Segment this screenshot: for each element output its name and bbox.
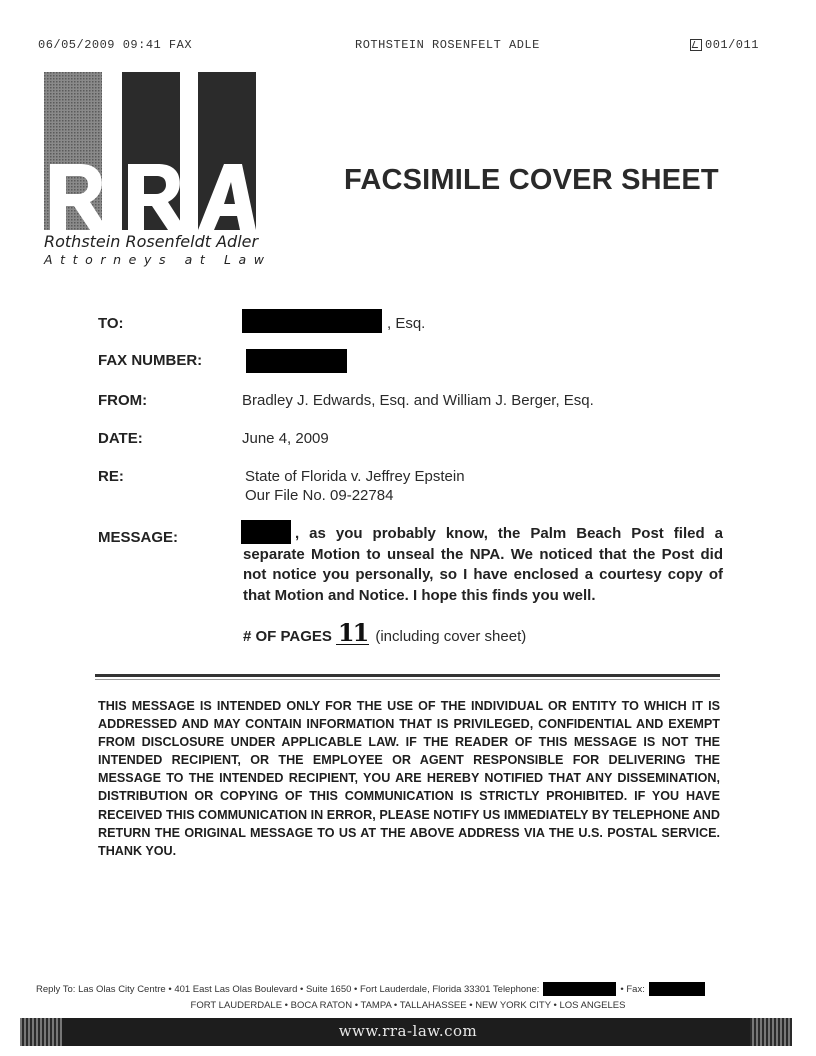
divider xyxy=(95,679,720,680)
fax-sender-id: ROTHSTEIN ROSENFELT ADLE xyxy=(355,38,540,52)
firm-logo xyxy=(44,72,256,236)
redaction-box xyxy=(649,982,705,996)
checkbox-icon xyxy=(690,39,702,51)
page-count-label: # OF PAGES xyxy=(243,628,332,645)
re-file-number: Our File No. 09-22784 xyxy=(245,487,394,504)
redaction-box xyxy=(241,520,291,544)
re-case-name: State of Florida v. Jeffrey Epstein xyxy=(245,468,465,485)
fax-page-counter xyxy=(690,38,759,52)
redaction-box xyxy=(543,982,616,996)
footer-fax-label: • Fax: xyxy=(620,983,645,995)
firm-tagline: Attorneys at Law xyxy=(44,252,272,267)
from-value: Bradley J. Edwards, Esq. and William J. Berger, Esq. xyxy=(242,392,594,409)
date-label: DATE: xyxy=(98,430,143,447)
divider xyxy=(95,674,720,677)
page-count-note: (including cover sheet) xyxy=(375,628,527,645)
redaction-box xyxy=(242,309,382,333)
to-label: TO: xyxy=(98,315,124,332)
fax-datetime: 06/05/2009 09:41 FAX xyxy=(38,38,193,52)
fax-page-count: 001/011 xyxy=(705,38,759,52)
date-value: June 4, 2009 xyxy=(242,430,329,447)
message-label: MESSAGE: xyxy=(98,529,179,546)
page-count-row xyxy=(243,618,527,647)
footer-reply-line xyxy=(36,982,705,996)
confidentiality-notice: THIS MESSAGE IS INTENDED ONLY FOR THE USE OF THE INDIVIDUAL OR ENTITY TO WHICH IT IS ADDRESSED AND MAY CONTAIN INFORMATION THAT IS PRIVILEGED, CONFIDENTIAL AND EXEMPT FROM DISCLOSURE UNDER APPLICABLE LAW. IF THE READER OF THIS MESSAGE IS NOT THE INTENDED RECIPIENT, OR THE EMPLOYEE OR AGENT RESPONSIBLE FOR DELIVERING THE MESSAGE TO THE INTENDED RECIPIENT, YOU ARE HEREBY NOTIFIED THAT ANY DISSEMINATION, DISTRIBUTION OR COPYING OF THIS COMMUNICATION IS STRICTLY PROHIBITED. IF YOU HAVE RECEIVED THIS COMMUNICATION IN ERROR, PLEASE NOTIFY US IMMEDIATELY BY TELEPHONE AND RETURN THE ORIGINAL MESSAGE TO US AT THE ABOVE ADDRESS VIA THE U.S. POSTAL SERVICE. THANK YOU. xyxy=(98,699,720,858)
page-count-handwritten: 11 xyxy=(337,618,368,647)
page-title: FACSIMILE COVER SHEET xyxy=(344,164,719,196)
footer-website-link[interactable]: www.rra-law.com xyxy=(338,1022,478,1040)
from-label: FROM: xyxy=(98,392,148,409)
message-body: , as you probably know, the Palm Beach Post filed a separate Motion to unseal the NPA. We noticed that the Post did not notice you personally, so I have enclosed a courtesy copy of that Motion and Notice. I hope this finds you well. xyxy=(243,525,723,605)
to-suffix: , Esq. xyxy=(387,315,426,332)
re-label: RE: xyxy=(98,468,124,485)
footer-address: Reply To: Las Olas City Centre • 401 East Las Olas Boulevard • Suite 1650 • Fort Lauderdale, Florida 33301 Telephone: xyxy=(36,983,540,995)
firm-name: Rothstein Rosenfeldt Adler xyxy=(44,232,259,251)
fax-number-label: FAX NUMBER: xyxy=(98,352,203,369)
footer-cities: FORT LAUDERDALE • BOCA RATON • TAMPA • TALLAHASSEE • NEW YORK CITY • LOS ANGELES xyxy=(190,1000,626,1011)
redaction-box xyxy=(246,349,347,373)
